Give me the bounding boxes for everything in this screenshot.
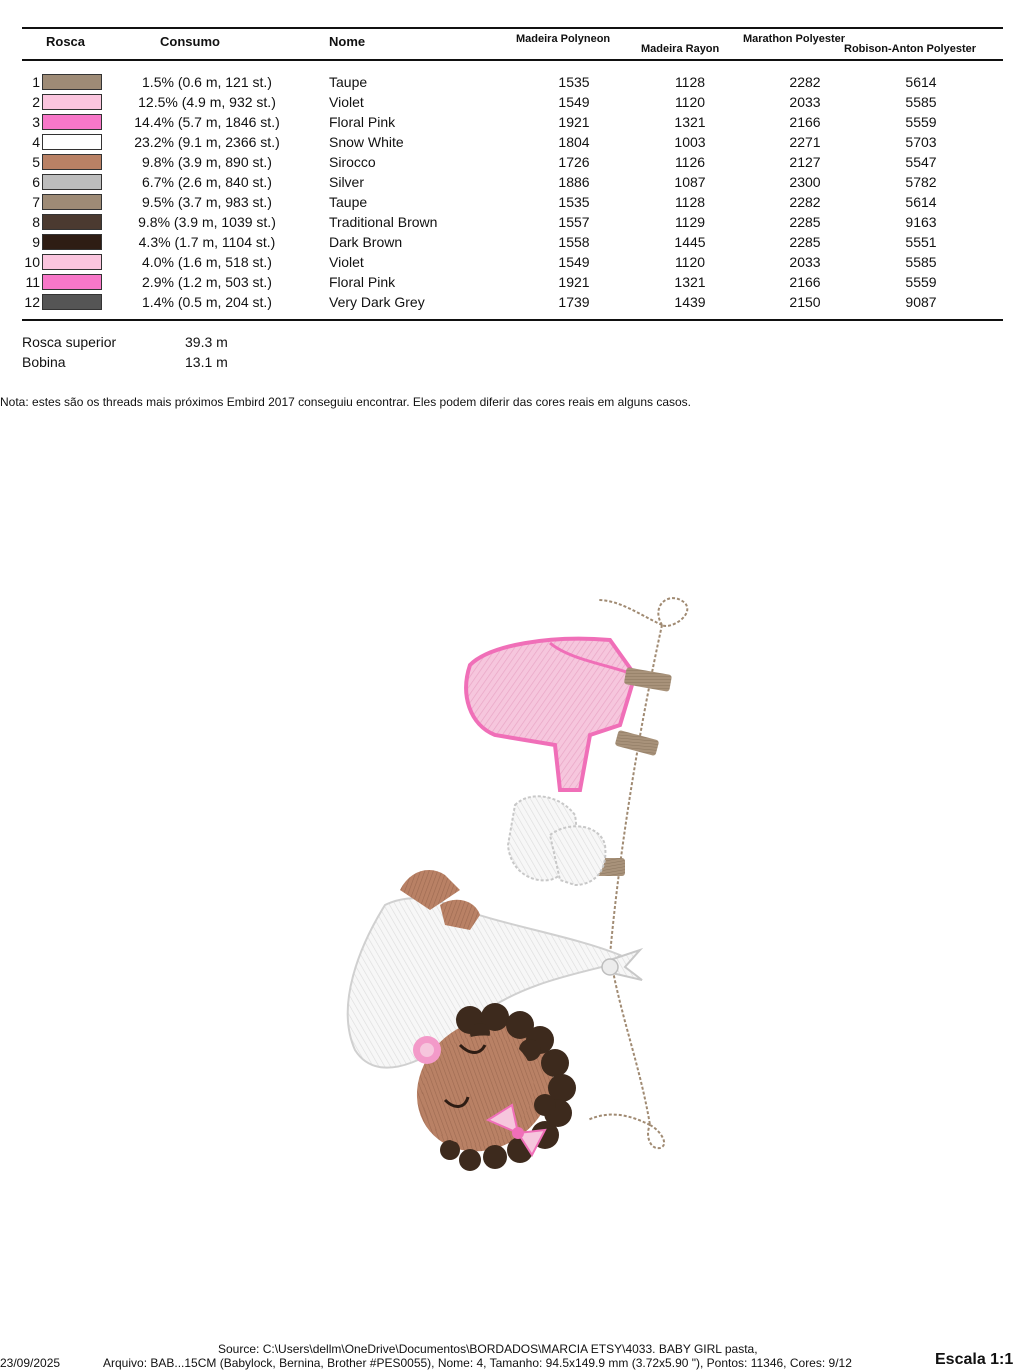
table-row xyxy=(0,92,1024,112)
madeira-polyneon-code: 1535 xyxy=(558,194,590,210)
thread-name: Taupe xyxy=(329,194,368,210)
table-row xyxy=(0,192,1024,212)
thread-color-swatch xyxy=(42,194,102,210)
robison-anton-code: 5559 xyxy=(905,274,937,290)
table-row xyxy=(0,152,1024,172)
thread-color-swatch xyxy=(42,154,102,170)
pink-onesie-design xyxy=(466,639,635,790)
robison-anton-code: 9087 xyxy=(905,294,937,310)
madeira-polyneon-code: 1549 xyxy=(558,94,590,110)
thread-consumption: 4.3% (1.7 m, 1104 st.) xyxy=(138,234,276,250)
robison-anton-code: 5547 xyxy=(905,154,937,170)
marathon-polyester-code: 2033 xyxy=(789,254,821,270)
madeira-rayon-code: 1321 xyxy=(674,114,706,130)
madeira-polyneon-code: 1921 xyxy=(558,114,590,130)
madeira-rayon-code: 1126 xyxy=(674,154,706,170)
thread-consumption: 9.8% (3.9 m, 1039 st.) xyxy=(138,214,276,230)
madeira-rayon-code: 1321 xyxy=(674,274,706,290)
thread-consumption: 2.9% (1.2 m, 503 st.) xyxy=(142,274,272,290)
table-row xyxy=(0,172,1024,192)
robison-anton-code: 5782 xyxy=(905,174,937,190)
thread-name: Dark Brown xyxy=(329,234,403,250)
marathon-polyester-code: 2271 xyxy=(789,134,821,150)
robison-anton-code: 5585 xyxy=(905,94,937,110)
header-nome: Nome xyxy=(329,34,366,49)
header-madeira-polyneon: Madeira Polyneon xyxy=(516,33,611,45)
robison-anton-code: 5559 xyxy=(905,114,937,130)
madeira-rayon-code: 1120 xyxy=(674,254,706,270)
thread-color-swatch xyxy=(42,254,102,270)
thread-color-swatch xyxy=(42,134,102,150)
marathon-polyester-code: 2033 xyxy=(789,94,821,110)
thread-number: 2 xyxy=(32,94,40,110)
table-row xyxy=(0,132,1024,152)
thread-consumption: 23.2% (9.1 m, 2366 st.) xyxy=(134,134,280,150)
thread-number: 7 xyxy=(32,194,40,210)
marathon-polyester-code: 2285 xyxy=(789,234,821,250)
robison-anton-code: 9163 xyxy=(905,214,937,230)
thread-number: 9 xyxy=(32,234,40,250)
thread-number: 11 xyxy=(25,274,40,290)
madeira-rayon-code: 1120 xyxy=(674,94,706,110)
table-row xyxy=(0,272,1024,292)
thread-number: 8 xyxy=(32,214,40,230)
thread-color-swatch xyxy=(42,174,102,190)
thread-name: Violet xyxy=(329,254,364,270)
thread-name: Floral Pink xyxy=(329,274,396,290)
summary-bobina-value: 13.1 m xyxy=(185,354,228,370)
thread-number: 1 xyxy=(32,74,40,90)
table-row xyxy=(0,252,1024,272)
header-robison-anton-polyester: Robison-Anton Polyester xyxy=(844,43,977,55)
table-row xyxy=(0,112,1024,132)
thread-consumption: 4.0% (1.6 m, 518 st.) xyxy=(142,254,272,270)
thread-name: Very Dark Grey xyxy=(329,294,425,310)
thread-consumption: 14.4% (5.7 m, 1846 st.) xyxy=(134,114,280,130)
table-row xyxy=(0,232,1024,252)
robison-anton-code: 5614 xyxy=(905,74,937,90)
madeira-polyneon-code: 1886 xyxy=(558,174,590,190)
summary-superior-value: 39.3 m xyxy=(185,334,228,350)
thread-number: 12 xyxy=(24,294,40,310)
thread-number: 5 xyxy=(32,154,40,170)
madeira-polyneon-code: 1557 xyxy=(558,214,590,230)
thread-note: Nota: estes são os threads mais próximos Embird 2017 conseguiu encontrar. Eles podem diferir das cores reais em alguns casos. xyxy=(0,395,692,409)
madeira-rayon-code: 1128 xyxy=(674,194,706,210)
marathon-polyester-code: 2282 xyxy=(789,194,821,210)
robison-anton-code: 5551 xyxy=(905,234,937,250)
marathon-polyester-code: 2166 xyxy=(789,274,821,290)
robison-anton-code: 5585 xyxy=(905,254,937,270)
robison-anton-code: 5703 xyxy=(905,134,937,150)
summary-bobina-label: Bobina xyxy=(22,354,66,370)
summary-superior-label: Rosca superior xyxy=(22,334,117,350)
madeira-polyneon-code: 1535 xyxy=(558,74,590,90)
thread-name: Violet xyxy=(329,94,364,110)
madeira-polyneon-code: 1558 xyxy=(558,234,590,250)
madeira-rayon-code: 1439 xyxy=(674,294,706,310)
thread-consumption: 9.5% (3.7 m, 983 st.) xyxy=(142,194,272,210)
footer-escala: Escala 1:1 xyxy=(935,1351,1014,1368)
thread-number: 10 xyxy=(24,254,40,270)
marathon-polyester-code: 2300 xyxy=(789,174,821,190)
header-marathon-polyester: Marathon Polyester xyxy=(743,33,846,45)
table-row xyxy=(0,292,1024,312)
marathon-polyester-code: 2282 xyxy=(789,74,821,90)
madeira-polyneon-code: 1804 xyxy=(558,134,590,150)
marathon-polyester-code: 2127 xyxy=(789,154,821,170)
thread-number: 6 xyxy=(32,174,40,190)
thread-consumption: 9.8% (3.9 m, 890 st.) xyxy=(142,154,272,170)
madeira-rayon-code: 1003 xyxy=(674,134,706,150)
white-socks-design xyxy=(508,796,605,885)
thread-number: 3 xyxy=(32,114,40,130)
thread-number: 4 xyxy=(32,134,40,150)
header-consumo: Consumo xyxy=(160,34,220,49)
madeira-rayon-code: 1087 xyxy=(674,174,706,190)
table-top-rule xyxy=(22,27,1003,29)
thread-name: Floral Pink xyxy=(329,114,396,130)
thread-color-swatch xyxy=(42,234,102,250)
table-row xyxy=(0,72,1024,92)
marathon-polyester-code: 2150 xyxy=(789,294,821,310)
table-header-rule xyxy=(22,59,1003,61)
thread-color-swatch xyxy=(42,94,102,110)
thread-color-swatch xyxy=(42,214,102,230)
thread-consumption: 6.7% (2.6 m, 840 st.) xyxy=(142,174,272,190)
thread-color-swatch xyxy=(42,274,102,290)
embroidery-design-preview xyxy=(320,585,700,1175)
footer-source: Source: C:\Users\dellm\OneDrive\Documentos\BORDADOS\MARCIA ETSY\4033. BABY GIRL pasta, xyxy=(218,1342,758,1356)
header-rosca: Rosca xyxy=(46,34,86,49)
thread-name: Sirocco xyxy=(329,154,376,170)
madeira-polyneon-code: 1739 xyxy=(558,294,590,310)
thread-consumption: 1.4% (0.5 m, 204 st.) xyxy=(142,294,272,310)
madeira-polyneon-code: 1921 xyxy=(558,274,590,290)
thread-name: Snow White xyxy=(329,134,404,150)
madeira-rayon-code: 1128 xyxy=(674,74,706,90)
marathon-polyester-code: 2166 xyxy=(789,114,821,130)
madeira-polyneon-code: 1549 xyxy=(558,254,590,270)
table-bottom-rule xyxy=(22,319,1003,321)
thread-name: Taupe xyxy=(329,74,368,90)
thread-name: Traditional Brown xyxy=(329,214,438,230)
madeira-polyneon-code: 1726 xyxy=(558,154,590,170)
thread-name: Silver xyxy=(329,174,365,190)
thread-consumption: 12.5% (4.9 m, 932 st.) xyxy=(138,94,276,110)
madeira-rayon-code: 1445 xyxy=(674,234,706,250)
table-row xyxy=(0,212,1024,232)
thread-color-swatch xyxy=(42,114,102,130)
thread-consumption: 1.5% (0.6 m, 121 st.) xyxy=(142,74,272,90)
footer-arquivo: Arquivo: BAB...15CM (Babylock, Bernina, Brother #PES0055), Nome: 4, Tamanho: 94.5x149.9 mm (3.72x5.90 "), Pontos: 11346, Cores: 9/12 xyxy=(103,1356,852,1370)
madeira-rayon-code: 1129 xyxy=(674,214,706,230)
footer-date: 23/09/2025 xyxy=(0,1356,61,1370)
header-madeira-rayon: Madeira Rayon xyxy=(641,43,720,55)
marathon-polyester-code: 2285 xyxy=(789,214,821,230)
robison-anton-code: 5614 xyxy=(905,194,937,210)
thread-color-swatch xyxy=(42,74,102,90)
thread-color-swatch xyxy=(42,294,102,310)
